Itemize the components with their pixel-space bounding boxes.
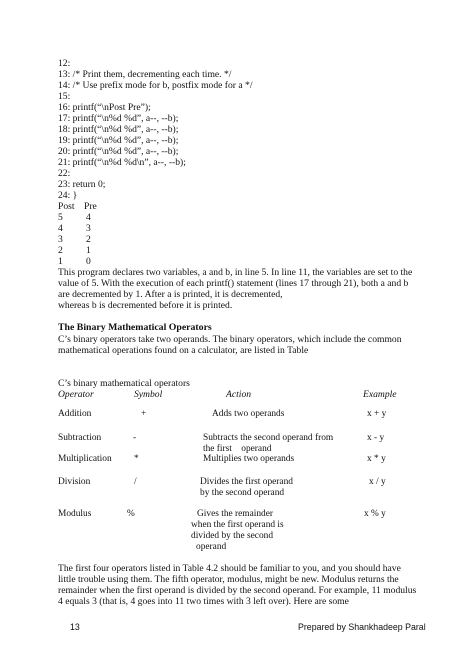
table-cell-example: x * y: [367, 454, 386, 464]
closing-line: remainder when the first operand is divided by the second operand. For example, 11 modulus: [58, 585, 417, 596]
footer-credit: Prepared by Shankhadeep Paral: [298, 622, 426, 632]
post-value: 4: [58, 223, 63, 234]
pre-value: 2: [86, 234, 91, 245]
table-cell-action: Adds two operands: [212, 409, 285, 419]
table-cell-action: Gives the remainder: [197, 509, 274, 519]
intro-line: C’s binary operators take two operands. The binary operators, which include the common: [58, 334, 402, 345]
column-header-symbol: Symbol: [134, 389, 163, 400]
column-header-action: Action: [226, 389, 252, 400]
column-header-operator: Operator: [58, 389, 94, 400]
code-line: 24: }: [58, 190, 78, 201]
code-line: 15:: [58, 91, 71, 102]
table-cell-operator: Subtraction: [58, 433, 102, 443]
code-line: 12:: [58, 58, 71, 69]
pre-header: Pre: [84, 201, 97, 212]
table-cell-action: the first operand: [203, 444, 272, 454]
section-heading: The Binary Mathematical Operators: [58, 322, 212, 333]
table-cell-symbol: /: [134, 477, 137, 487]
pre-value: 4: [86, 212, 91, 223]
code-line: 13: /* Print them, decrementing each time. */: [58, 69, 232, 80]
post-header: Post: [58, 201, 75, 212]
table-cell-symbol: +: [141, 409, 147, 419]
post-value: 3: [58, 234, 63, 245]
table-cell-action: Multiplies two operands: [203, 454, 295, 464]
table-cell-symbol: -: [133, 433, 137, 443]
explanation-line: This program declares two variables, a and b, in line 5. In line 11, the variables are set to the: [58, 267, 413, 278]
explanation-line: value of 5. With the execution of each printf() statement (lines 17 through 21), both a and b: [58, 278, 409, 289]
table-cell-operator: Addition: [58, 409, 92, 419]
closing-line: The first four operators listed in Table 4.2 should be familiar to you, and you should have: [58, 563, 401, 574]
column-header-example: Example: [363, 389, 397, 400]
table-cell-symbol: %: [127, 509, 135, 519]
table-cell-action: Subtracts the second operand from: [203, 433, 334, 443]
table-cell-operator: Modulus: [58, 509, 92, 519]
post-value: 1: [58, 256, 63, 267]
page-number: 13: [70, 622, 80, 632]
table-cell-example: x + y: [367, 409, 387, 419]
closing-line: little trouble using them. The fifth operator, modulus, might be new. Modulus returns the: [58, 574, 399, 585]
code-line: 14: /* Use prefix mode for b, postfix mode for a */: [58, 80, 253, 91]
explanation-line: are decremented by 1. After a is printed, it is decremented,: [58, 289, 283, 300]
table-cell-action: Divides the first operand: [200, 477, 293, 487]
pre-value: 3: [86, 223, 91, 234]
table-caption: C’s binary mathematical operators: [58, 378, 190, 389]
table-cell-action: when the first operand is: [191, 520, 284, 530]
code-line: 18: printf(“\n%d %d”, a--, --b);: [58, 124, 179, 135]
code-line: 17: printf(“\n%d %d”, a--, --b);: [58, 113, 179, 124]
table-cell-action: by the second operand: [200, 488, 285, 498]
table-cell-symbol: *: [134, 454, 139, 464]
intro-line: mathematical operations found on a calculator, are listed in Table: [58, 345, 309, 356]
code-line: 20: printf(“\n%d %d”, a--, --b);: [58, 146, 179, 157]
table-cell-operator: Division: [58, 477, 91, 487]
code-line: 21: printf(“\n%d %d\n”, a--, --b);: [58, 157, 186, 168]
table-cell-action: operand: [196, 542, 227, 552]
post-value: 2: [58, 245, 63, 256]
table-cell-operator: Multiplication: [58, 454, 112, 464]
code-line: 22:: [58, 168, 71, 179]
pre-value: 0: [86, 256, 91, 267]
closing-line: 4 equals 3 (that is, 4 goes into 11 two times with 3 left over). Here are some: [58, 596, 349, 607]
table-cell-example: x - y: [367, 433, 385, 443]
post-value: 5: [58, 212, 63, 223]
table-cell-action: divided by the second: [191, 531, 274, 541]
explanation-line: whereas b is decremented before it is printed.: [58, 300, 233, 311]
code-line: 16: printf(“\nPost Pre”);: [58, 102, 151, 113]
table-cell-example: x % y: [364, 509, 386, 519]
code-line: 19: printf(“\n%d %d”, a--, --b);: [58, 135, 179, 146]
code-line: 23: return 0;: [58, 179, 106, 190]
pre-value: 1: [86, 245, 91, 256]
table-cell-example: x / y: [369, 477, 386, 487]
